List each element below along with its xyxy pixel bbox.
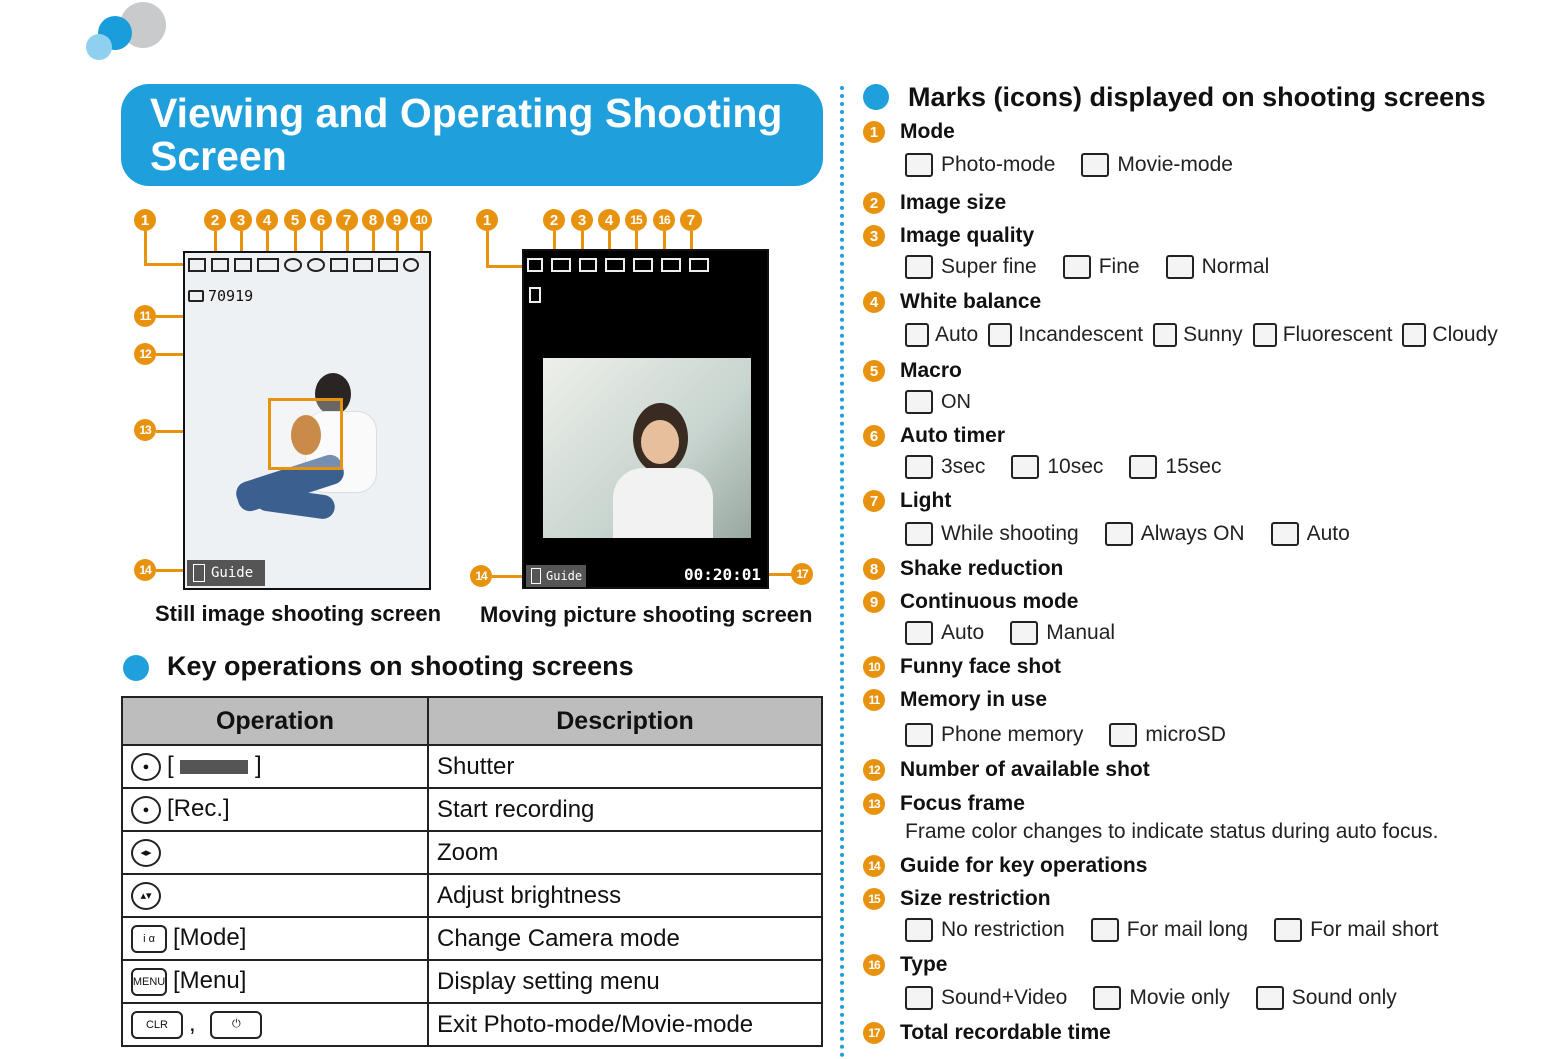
- mark-options-row: [905, 153, 1259, 177]
- mark-option-label: ON: [941, 390, 971, 413]
- mark-option: [1105, 522, 1245, 546]
- mark-option-label: For mail short: [1310, 918, 1439, 941]
- badge-4: 4: [598, 209, 620, 231]
- key-ops-heading: Key operations on shooting screens: [167, 651, 634, 681]
- mark-option: [905, 323, 978, 347]
- mark-number-badge: 3: [863, 225, 885, 247]
- mark-title: Image size: [900, 191, 1007, 214]
- mark-option-label: Normal: [1201, 255, 1270, 278]
- table-row: [122, 917, 822, 960]
- mark-title: Funny face shot: [900, 655, 1062, 678]
- fluorescent-icon: [1253, 323, 1277, 347]
- mark-title: Macro: [900, 359, 962, 382]
- camera-key-icon: [180, 760, 248, 774]
- badge-8: 8: [362, 209, 384, 231]
- still-image-screen: [183, 251, 431, 590]
- mark-options-row: [905, 455, 1247, 479]
- for-mail-short-icon: [1274, 918, 1302, 942]
- badge-4: 4: [256, 209, 278, 231]
- mark-option-label: 15sec: [1165, 455, 1222, 478]
- funny-face-icon: [403, 258, 419, 272]
- mark-option-label: Sound+Video: [941, 986, 1068, 1009]
- operation-label: [Mode]: [173, 924, 247, 952]
- mark-number-badge: 1: [863, 121, 885, 143]
- mark-option-label: No restriction: [941, 918, 1065, 941]
- mark-option: [905, 986, 1067, 1010]
- mark-options-row: [905, 390, 997, 414]
- mark-option: [1271, 522, 1350, 546]
- cloudy-icon: [1402, 323, 1426, 347]
- mark-option: [1093, 986, 1229, 1010]
- badge-3: 3: [571, 209, 593, 231]
- operation-label: ,: [189, 1010, 196, 1038]
- 3sec-icon: [905, 455, 933, 479]
- mark-option-label: Fluorescent: [1282, 323, 1393, 346]
- microsd-icon: [188, 290, 204, 302]
- light-icon: [689, 258, 709, 272]
- mark-title: Shake reduction: [900, 557, 1064, 580]
- mark-number-badge: 17: [863, 1022, 885, 1044]
- mark-option: [1256, 986, 1397, 1010]
- mark-number-badge: 6: [863, 425, 885, 447]
- mark-option: [1166, 255, 1270, 279]
- mark-option-label: Auto: [935, 323, 979, 346]
- badge-5: 5: [284, 209, 306, 231]
- guide-button[interactable]: [187, 560, 265, 586]
- movie-mode-icon: [527, 258, 543, 272]
- movie-only-icon: [1093, 986, 1121, 1010]
- key-operations-table: [121, 696, 823, 1047]
- mark-option-label: Fine: [1098, 255, 1140, 278]
- image-size-icon: [211, 258, 229, 272]
- mark-title: Total recordable time: [900, 1021, 1111, 1044]
- sunny-icon: [1153, 323, 1177, 347]
- mark-note: Frame color changes to indicate status during auto focus.: [905, 820, 1439, 843]
- mark-option-label: Phone memory: [941, 723, 1084, 746]
- badge-9: 9: [386, 209, 408, 231]
- mark-option-label: Auto: [1306, 522, 1350, 545]
- mark-title: Light: [900, 489, 952, 512]
- mark-option: [1129, 455, 1221, 479]
- badge-10: 10: [410, 209, 432, 231]
- table-cell: Shutter: [428, 745, 822, 788]
- badge-2: 2: [204, 209, 226, 231]
- on-icon: [905, 390, 933, 414]
- column-header: Operation: [122, 697, 428, 745]
- fine-icon: [1063, 255, 1091, 279]
- mark-options-row: [905, 986, 1423, 1010]
- operation-label: [Menu]: [173, 967, 247, 995]
- mark-title: Continuous mode: [900, 590, 1079, 613]
- mark-option-label: Movie-mode: [1117, 153, 1233, 176]
- center-key-icon: ●: [131, 796, 161, 824]
- table-cell: Start recording: [428, 788, 822, 831]
- mark-option-label: 3sec: [941, 455, 986, 478]
- badge-14: 14: [134, 559, 156, 581]
- microsd-icon: [1109, 723, 1137, 747]
- 15sec-icon: [1129, 455, 1157, 479]
- mark-option: [905, 153, 1055, 177]
- mark-option: [1253, 323, 1393, 347]
- mark-number-badge: 11: [863, 689, 885, 711]
- continuous-mode-icon: [378, 258, 398, 272]
- key-icon: [531, 568, 541, 584]
- table-cell: Change Camera mode: [428, 917, 822, 960]
- mark-option-label: Manual: [1046, 621, 1116, 644]
- table-cell: Zoom: [428, 831, 822, 874]
- mark-number-badge: 9: [863, 591, 885, 613]
- column-divider: [840, 86, 844, 1058]
- mark-number-badge: 14: [863, 855, 885, 877]
- image-quality-icon: [234, 258, 252, 272]
- mode-key-icon: i α: [131, 925, 167, 953]
- shake-reduction-icon: [353, 258, 373, 272]
- type-icon: [661, 258, 681, 272]
- no-restriction-icon: [905, 918, 933, 942]
- white-balance-icon: [257, 258, 279, 272]
- mark-option-label: Auto: [941, 621, 985, 644]
- mark-option: [1402, 323, 1497, 347]
- mark-number-badge: 7: [863, 490, 885, 512]
- section-bullet: [123, 655, 149, 681]
- table-header-row: [122, 697, 822, 745]
- available-shots: 70919: [208, 287, 254, 305]
- manual-icon: [1010, 621, 1038, 645]
- guide-button[interactable]: [526, 565, 586, 587]
- badge-2: 2: [543, 209, 565, 231]
- movie-icon-strip: [527, 258, 767, 274]
- mark-option-label: Always ON: [1140, 522, 1245, 545]
- white-balance-icon: [605, 258, 625, 272]
- recordable-time: 00:20:01: [683, 565, 761, 584]
- mark-options-row: [905, 918, 1464, 942]
- mark-number-badge: 10: [863, 656, 885, 678]
- while-shooting-icon: [905, 522, 933, 546]
- table-row: [122, 874, 822, 917]
- image-quality-icon: [579, 258, 597, 272]
- mark-title: Focus frame: [900, 792, 1025, 815]
- left-right-key-icon: ◂▸: [131, 839, 161, 867]
- section-bullet: [863, 84, 889, 110]
- marks-heading: Marks (icons) displayed on shooting screens: [908, 82, 1486, 112]
- badge-12: 12: [134, 343, 156, 365]
- mark-option: [1091, 918, 1248, 942]
- sound-only-icon: [1256, 986, 1284, 1010]
- phone-memory-icon: [905, 723, 933, 747]
- auto-icon: [1271, 522, 1299, 546]
- for-mail-long-icon: [1091, 918, 1119, 942]
- badge-13: 13: [134, 419, 156, 441]
- badge-7: 7: [336, 209, 358, 231]
- mark-option: [1011, 455, 1103, 479]
- mark-number-badge: 8: [863, 558, 885, 580]
- guide-label: Guide: [546, 569, 583, 583]
- table-row: [122, 960, 822, 1003]
- normal-icon: [1166, 255, 1194, 279]
- mark-option: [905, 621, 984, 645]
- table-row: [122, 831, 822, 874]
- phone-memory-icon: [529, 287, 541, 303]
- still-caption: Still image shooting screen: [155, 601, 442, 626]
- badge-6: 6: [310, 209, 332, 231]
- mark-option-label: Cloudy: [1432, 323, 1498, 346]
- operation-label: [Rec.]: [167, 795, 230, 823]
- page-title: Viewing and Operating Shooting Screen: [150, 90, 783, 179]
- table-cell: Adjust brightness: [428, 874, 822, 917]
- mark-option: [1010, 621, 1115, 645]
- mark-option: [1153, 323, 1243, 347]
- mark-option: [1274, 918, 1438, 942]
- mark-option: [905, 918, 1065, 942]
- guide-label: Guide: [211, 565, 254, 581]
- mark-title: Image quality: [900, 224, 1035, 247]
- photo-mode-icon: [188, 258, 206, 272]
- mark-option-label: 10sec: [1047, 455, 1104, 478]
- table-row: [122, 745, 822, 788]
- column-header: Description: [428, 697, 822, 745]
- mark-option: [905, 522, 1079, 546]
- focus-frame: [268, 398, 343, 470]
- badge-1: 1: [134, 209, 156, 231]
- badge-1: 1: [476, 209, 498, 231]
- clr-key-icon: CLR: [131, 1011, 183, 1039]
- movie-mode-icon: [1081, 153, 1109, 177]
- menu-key-icon: MENU: [131, 968, 167, 996]
- macro-icon: [284, 258, 302, 272]
- badge-7: 7: [680, 209, 702, 231]
- shutter-key-bracket: [ ]: [167, 752, 262, 780]
- mark-title: Size restriction: [900, 887, 1051, 910]
- mark-option: [905, 455, 985, 479]
- mark-option: [1081, 153, 1233, 177]
- mark-title: White balance: [900, 290, 1042, 313]
- mark-number-badge: 13: [863, 793, 885, 815]
- badge-16: 16: [653, 209, 675, 231]
- mark-number-badge: 15: [863, 888, 885, 910]
- photo-mode-icon: [905, 153, 933, 177]
- power-key-icon: ⏻: [210, 1011, 262, 1039]
- mark-title: Mode: [900, 120, 955, 143]
- image-size-icon: [551, 258, 571, 272]
- mark-option-label: microSD: [1145, 723, 1226, 746]
- mark-options-row: [905, 621, 1141, 645]
- mark-option-label: Incandescent: [1018, 323, 1144, 346]
- mark-options-row: [905, 323, 1508, 347]
- mark-option-label: For mail long: [1126, 918, 1249, 941]
- mark-option: [988, 323, 1143, 347]
- movie-subject-photo: [543, 358, 751, 538]
- badge-3: 3: [230, 209, 252, 231]
- mark-number-badge: 16: [863, 954, 885, 976]
- table-row: [122, 788, 822, 831]
- movie-caption: Moving picture shooting screen: [480, 602, 813, 627]
- badge-15: 15: [625, 209, 647, 231]
- badge-11: 11: [134, 305, 156, 327]
- mark-title: Memory in use: [900, 688, 1048, 711]
- table-row: [122, 1003, 822, 1046]
- mark-options-row: [905, 522, 1376, 546]
- mark-title: Type: [900, 953, 948, 976]
- 10sec-icon: [1011, 455, 1039, 479]
- auto-icon: [905, 323, 929, 347]
- memory-shots-row: [188, 287, 253, 305]
- mark-options-row: [905, 255, 1295, 279]
- table-cell: Display setting menu: [428, 960, 822, 1003]
- mark-number-badge: 5: [863, 360, 885, 382]
- auto-timer-icon: [307, 258, 325, 272]
- mark-option-label: Sound only: [1291, 986, 1397, 1009]
- sound-video-icon: [905, 986, 933, 1010]
- mark-option: [1063, 255, 1140, 279]
- mark-number-badge: 2: [863, 192, 885, 214]
- key-icon: [193, 564, 205, 582]
- incandescent-icon: [988, 323, 1012, 347]
- always-on-icon: [1105, 522, 1133, 546]
- still-icon-strip: [188, 258, 428, 276]
- mark-option-label: While shooting: [941, 522, 1079, 545]
- super-fine-icon: [905, 255, 933, 279]
- light-icon: [330, 258, 348, 272]
- mark-options-row: [905, 820, 1438, 844]
- mark-option-label: Super fine: [941, 255, 1037, 278]
- mark-option: [905, 255, 1037, 279]
- up-down-key-icon: ▴▾: [131, 882, 161, 910]
- mark-options-row: [905, 723, 1252, 747]
- mark-title: Auto timer: [900, 424, 1005, 447]
- mark-title: Guide for key operations: [900, 854, 1148, 877]
- size-restriction-icon: [633, 258, 653, 272]
- auto-icon: [905, 621, 933, 645]
- mark-option: [1109, 723, 1226, 747]
- mark-number-badge: 4: [863, 291, 885, 313]
- deco-circle-light: [86, 34, 112, 60]
- moving-picture-screen: [522, 249, 769, 589]
- badge-17: 17: [791, 563, 813, 585]
- badge-14: 14: [470, 565, 492, 587]
- mark-number-badge: 12: [863, 759, 885, 781]
- mark-option: [905, 723, 1083, 747]
- mark-option-label: Sunny: [1183, 323, 1243, 346]
- table-cell: Exit Photo-mode/Movie-mode: [428, 1003, 822, 1046]
- mark-option-label: Movie only: [1129, 986, 1230, 1009]
- mark-title: Number of available shot: [900, 758, 1150, 781]
- mark-option-label: Photo-mode: [941, 153, 1056, 176]
- mark-option: [905, 390, 971, 414]
- center-key-icon: ●: [131, 753, 161, 781]
